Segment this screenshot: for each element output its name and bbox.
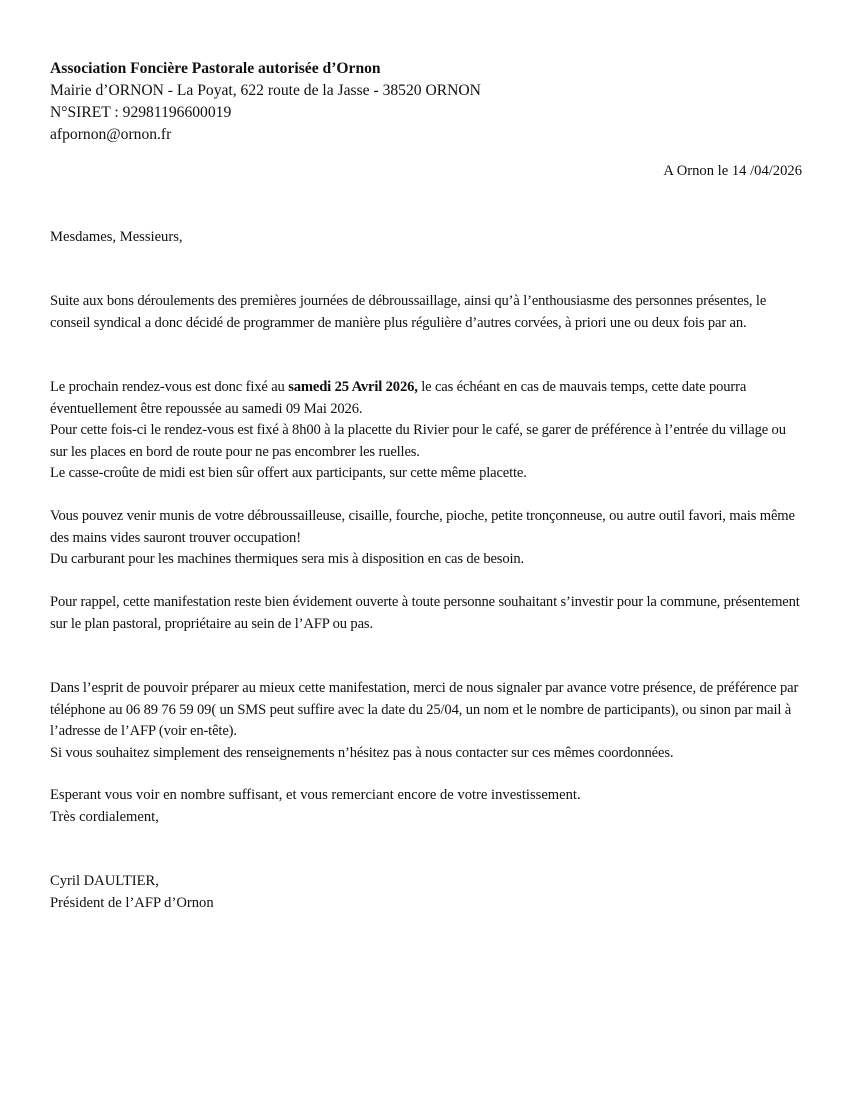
appointment-prefix: Le prochain rendez-vous est donc fixé au bbox=[50, 379, 289, 395]
meeting-point-text: Pour cette fois-ci le rendez-vous est fixé à 8h00 à la placette du Rivier pour le café, se garer de préférence à l’entrée du village ou sur les places en bord de route pour ne pas encombrer les ruelles. bbox=[50, 422, 786, 460]
signature-name: Cyril DAULTIER, bbox=[50, 873, 159, 889]
registration-text: Dans l’esprit de pouvoir préparer au mieux cette manifestation, merci de nous signaler par avance votre présence, de préférence par téléphone au 06 89 76 59 09( un SMS peut suffire avec la date du 25/04, un nom et le nombre de participants), ou sinon par mail à l’adresse de l’AFP (voir en-tête). bbox=[50, 680, 799, 740]
paragraph-reminder bbox=[50, 592, 802, 635]
lunch-text: Le casse-croûte de midi est bien sûr offert aux participants, sur cette même placette. bbox=[50, 465, 527, 482]
paragraph-tools bbox=[50, 506, 802, 571]
appointment-text bbox=[50, 377, 802, 420]
tools-text: Vous pouvez venir munis de votre débroussailleuse, cisaille, fourche, pioche, petite tronçonneuse, ou autre outil favori, mais même des mains vides sauront trouver occupation! bbox=[50, 508, 795, 546]
paragraph-registration bbox=[50, 678, 802, 764]
closing-text: Esperant vous voir en nombre suffisant, et vous remerciant encore de votre investissement. bbox=[50, 787, 581, 803]
organization-name: Association Foncière Pastorale autorisée d’Ornon bbox=[50, 60, 381, 77]
paragraph-appointment bbox=[50, 377, 802, 485]
intro-text: Suite aux bons déroulements des premières journées de débroussaillage, ainsi qu’à l’enthousiasme des personnes présentes, le conseil syndical a donc décidé de programmer de manière plus régulière d’autres corvées, à priori une ou deux fois par an. bbox=[50, 293, 767, 331]
letter-date: A Ornon le 14 /04/2026 bbox=[663, 163, 802, 179]
fuel-text: Du carburant pour les machines thermiques sera mis à disposition en cas de besoin. bbox=[50, 551, 525, 568]
organization-address: Mairie d’ORNON - La Poyat, 622 route de la Jasse - 38520 ORNON bbox=[50, 82, 481, 99]
salutation: Mesdames, Messieurs, bbox=[50, 229, 183, 245]
regards-text: Très cordialement, bbox=[50, 809, 159, 825]
organization-email: afpornon@ornon.fr bbox=[50, 126, 172, 143]
appointment-date: samedi 25 Avril 2026, bbox=[288, 379, 418, 395]
organization-siret: N°SIRET : 92981196600019 bbox=[50, 104, 232, 121]
contact-text: Si vous souhaitez simplement des renseignements n’hésitez pas à nous contacter sur ces mêmes coordonnées. bbox=[50, 744, 674, 761]
reminder-text: Pour rappel, cette manifestation reste bien évidement ouverte à toute personne souhaitant s’investir pour la commune, présentement sur le plan pastoral, propriétaire au sein de l’AFP ou pas. bbox=[50, 594, 800, 632]
appointment-suffix: le cas échéant en cas de mauvais temps, cette date pourra éventuellement être repoussée au samedi 09 Mai 2026. bbox=[50, 379, 747, 417]
paragraph-intro bbox=[50, 291, 802, 334]
signature-title: Président de l’AFP d’Ornon bbox=[50, 895, 214, 911]
